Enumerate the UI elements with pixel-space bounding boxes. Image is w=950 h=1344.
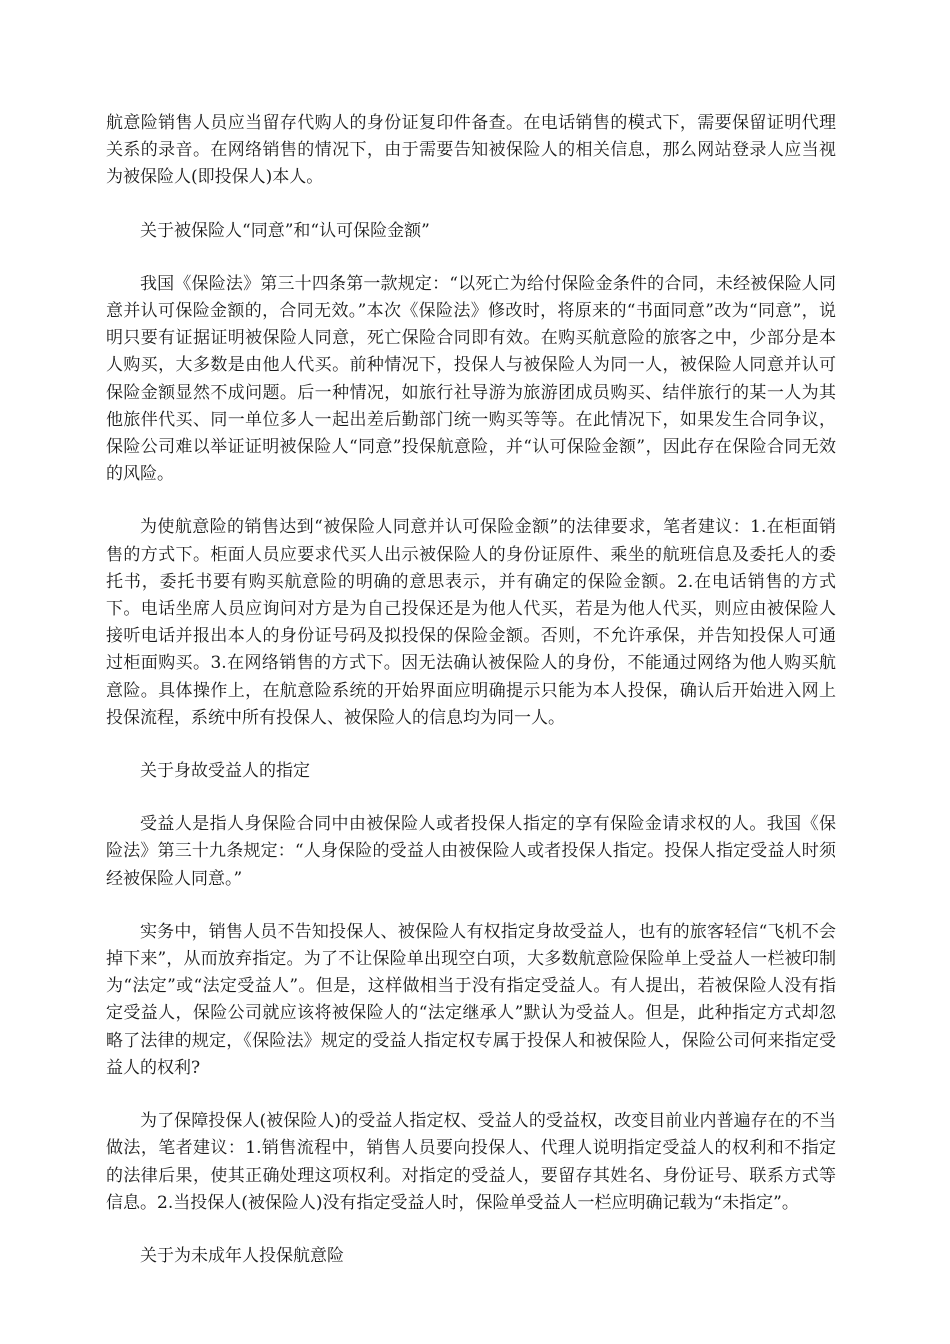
- section-heading-minors: 关于为未成年人投保航意险: [140, 1245, 344, 1266]
- paragraph-beneficiary-definition: 受益人是指人身保险合同中由被保险人或者投保人指定的享有保险金请求权的人。我国《保险法》第三十九条规定：“人身保险的受益人由被保险人或者投保人指定。投保人指定受益人时须经被保险人同意。”: [106, 814, 836, 889]
- document-page: [106, 110, 836, 1296]
- section-heading-beneficiary: 关于身故受益人的指定: [140, 761, 310, 782]
- paragraph-insurance-law-article-34: 我国《保险法》第三十四条第一款规定：“以死亡为给付保险金条件的合同，未经被保险人同意并认可保险金额的，合同无效。”本次《保险法》修改时，将原来的“书面同意”改为“同意”，说明只要有证据证明被保险人同意，死亡保险合同即有效。在购买航意险的旅客之中，少部分是本人购买，大多数是由他人代买。前种情况下，投保人与被保险人为同一人，被保险人同意并认可保险金额显然不成问题。后一种情况，如旅行社导游为旅游团成员购买、结伴旅行的某一人为其他旅伴代买、同一单位多人一起出差后勤部门统一购买等等。在此情况下，如果发生合同争议，保险公司难以举证证明被保险人“同意”投保航意险，并“认可保险金额”，因此存在保险合同无效的风险。: [106, 273, 836, 485]
- paragraph-sales-records: 航意险销售人员应当留存代购人的身份证复印件备查。在电话销售的模式下，需要保留证明代理关系的录音。在网络销售的情况下，由于需要告知被保险人的相关信息，那么网站登录人应当视为被保险人(即投保人)本人。: [106, 113, 836, 188]
- paragraph-beneficiary-recommendations: 为了保障投保人(被保险人)的受益人指定权、受益人的受益权，改变目前业内普遍存在的不当做法，笔者建议：1.销售流程中，销售人员要向投保人、代理人说明指定受益人的权利和不指定的法律后果，使其正确处理这项权利。对指定的受益人，要留存其姓名、身份证号、联系方式等信息。2.当投保人(被保险人)没有指定受益人时，保险单受益人一栏应明确记载为“未指定”。: [106, 1111, 836, 1213]
- paragraph-beneficiary-practice: 实务中，销售人员不告知投保人、被保险人有权指定身故受益人，也有的旅客轻信“飞机不会掉下来”，从而放弃指定。为了不让保险单出现空白项，大多数航意险保险单上受益人一栏被印制为“法定”或“法定受益人”。但是，这样做相当于没有指定受益人。有人提出，若被保险人没有指定受益人，保险公司就应该将被保险人的“法定继承人”默认为受益人。但是，此种指定方式却忽略了法律的规定，《保险法》规定的受益人指定权专属于投保人和被保险人，保险公司何来指定受益人的权利?: [106, 921, 836, 1078]
- paragraph-consent-recommendations: 为使航意险的销售达到“被保险人同意并认可保险金额”的法律要求，笔者建议：1.在柜面销售的方式下。柜面人员应要求代买人出示被保险人的身份证原件、乘坐的航班信息及委托人的委托书，委托书要有购买航意险的明确的意思表示，并有确定的保险金额。2.在电话销售的方式下。电话坐席人员应询问对方是为自己投保还是为他人代买，若是为他人代买，则应由被保险人接听电话并报出本人的身份证号码及拟投保的保险金额。否则，不允许承保，并告知投保人可通过柜面购买。3.在网络销售的方式下。因无法确认被保险人的身份，不能通过网络为他人购买航意险。具体操作上，在航意险系统的开始界面应明确提示只能为本人投保，确认后开始进入网上投保流程，系统中所有投保人、被保险人的信息均为同一人。: [106, 517, 836, 728]
- section-heading-consent: 关于被保险人“同意”和“认可保险金额”: [140, 220, 430, 241]
